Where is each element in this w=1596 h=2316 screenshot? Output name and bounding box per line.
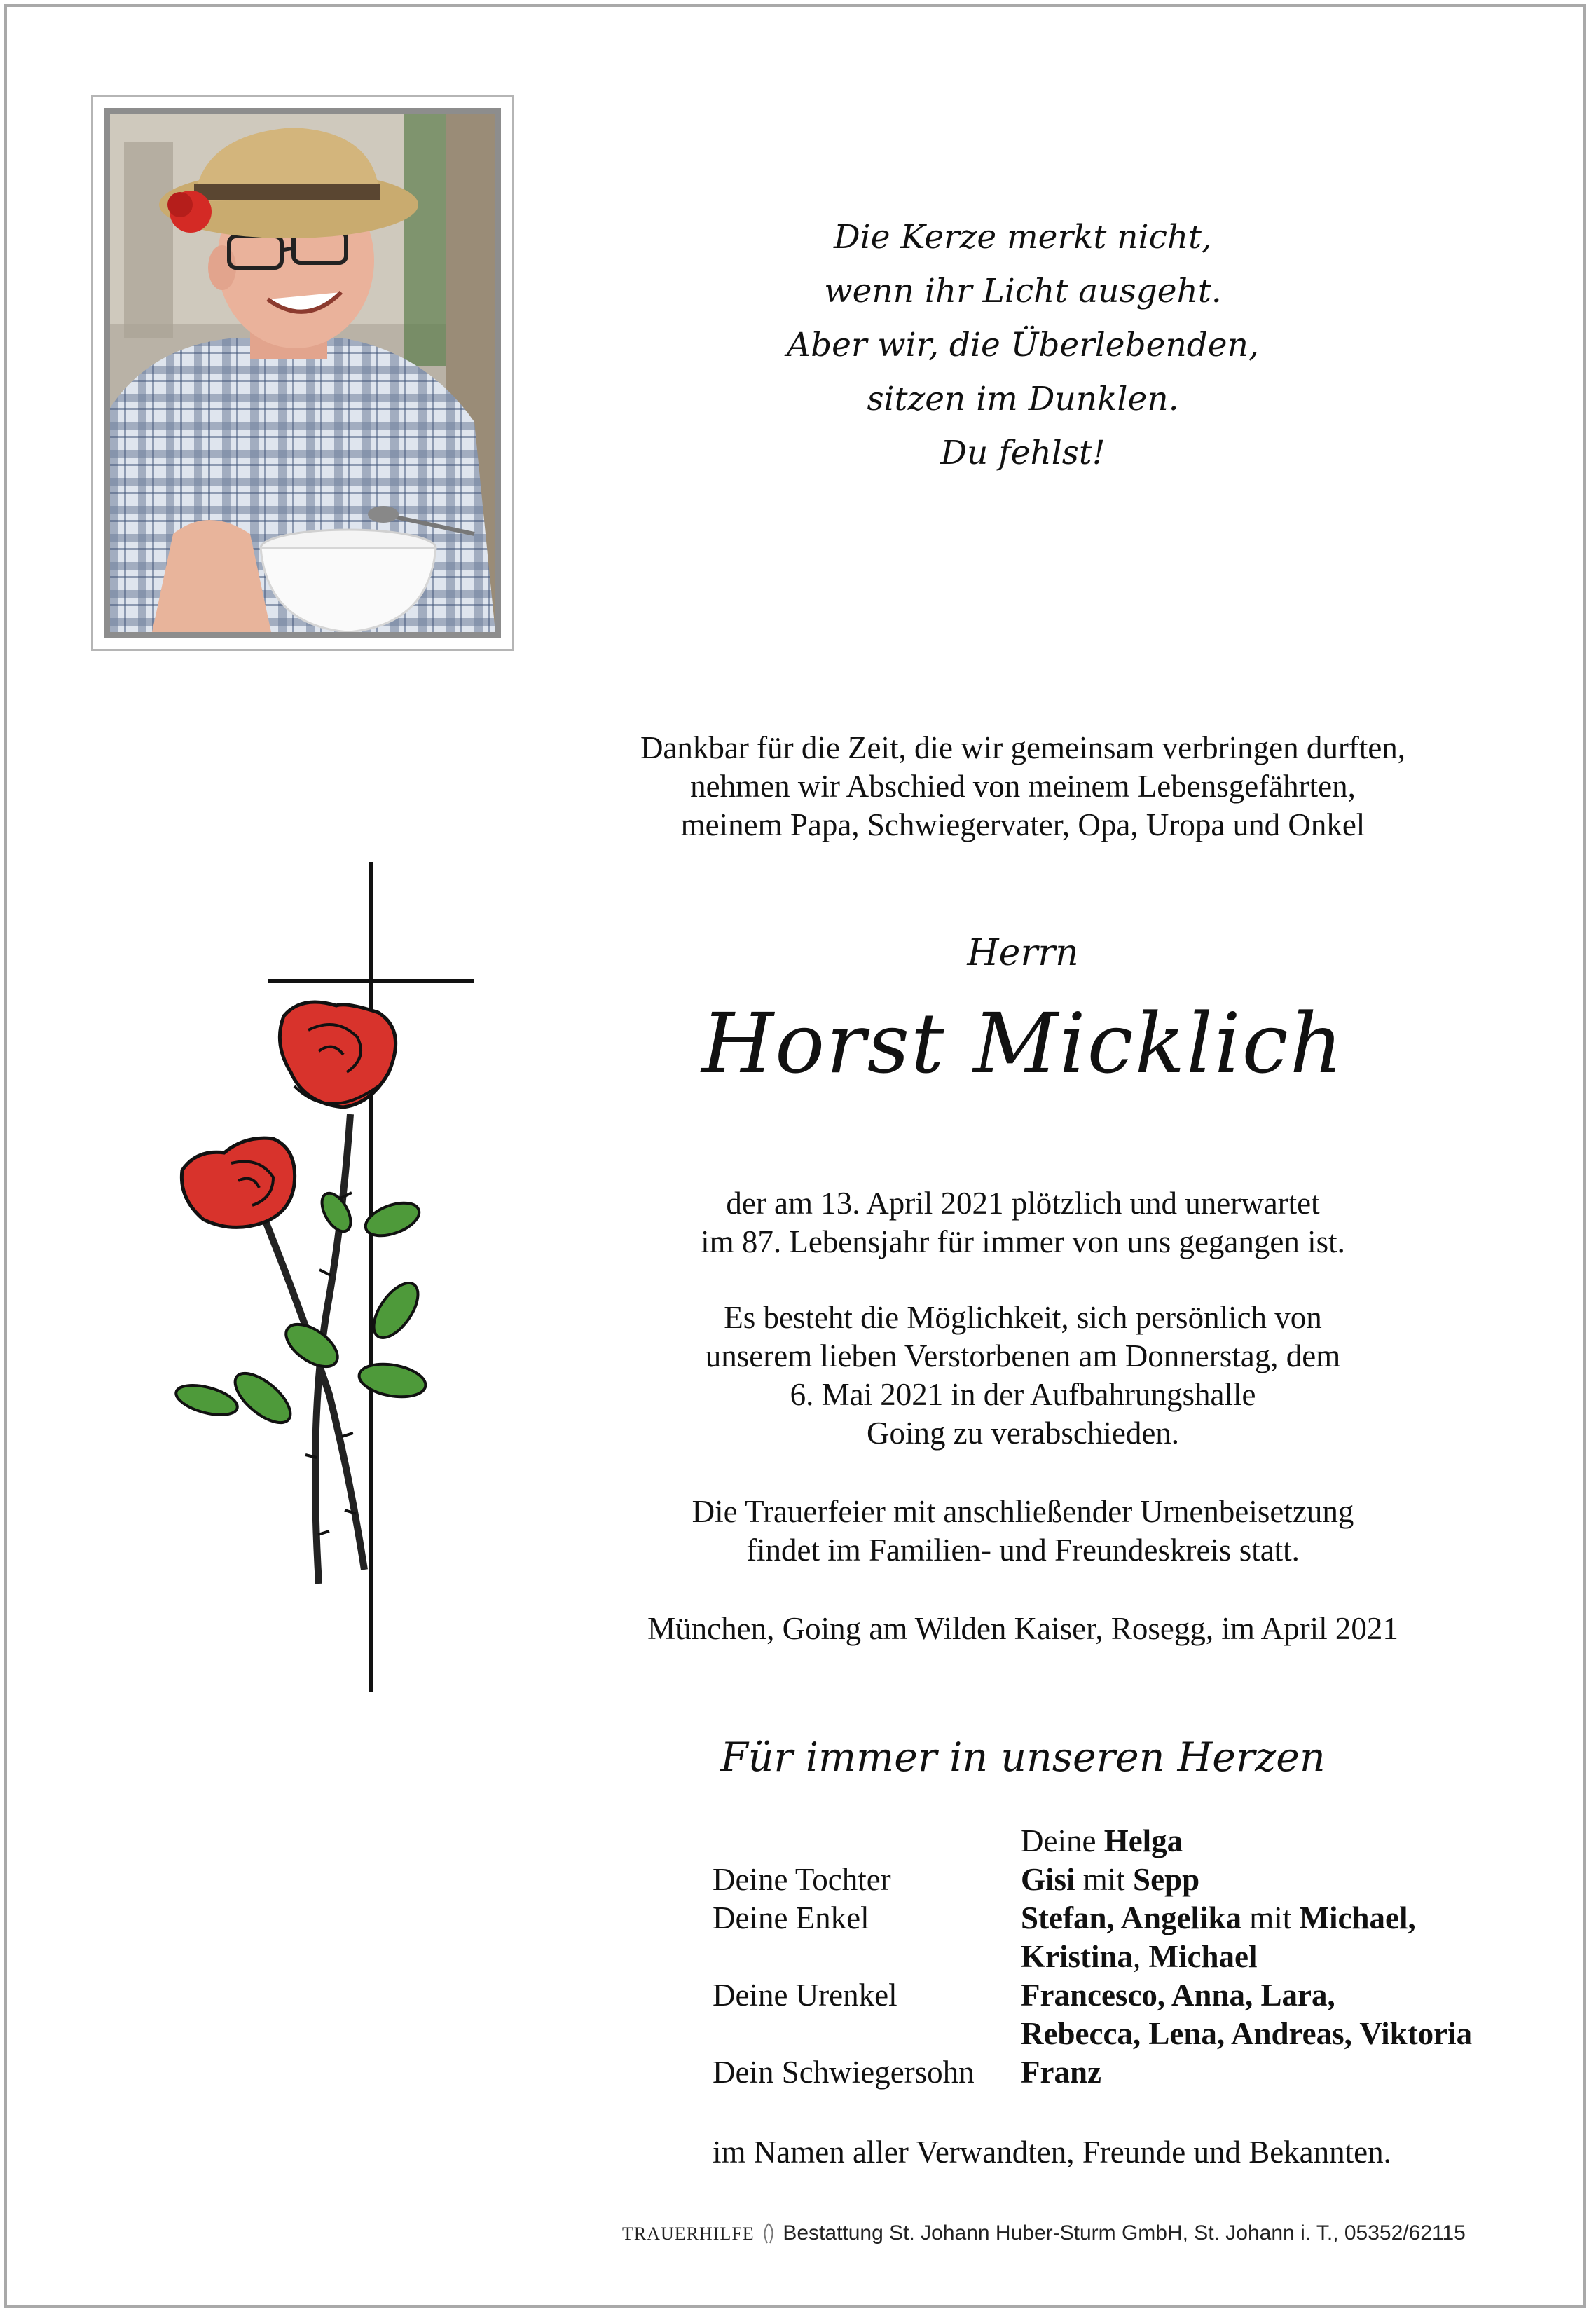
mourner-names: Rebecca, Lena, Andreas, Viktoria (1021, 2016, 1473, 2051)
mourner-names: Deine Helga (1021, 1823, 1183, 1858)
intro-line: nehmen wir Abschied von meinem Lebensgefährten, (690, 769, 1356, 804)
mourner-names: Francesco, Anna, Lara, (1021, 1978, 1335, 2013)
mourner-names: Kristina, Michael (1021, 1939, 1258, 1974)
mourner-names: Gisi mit Sepp (1021, 1862, 1200, 1897)
viewing-line: Es besteht die Möglichkeit, sich persönlich von (724, 1300, 1322, 1335)
place-date (582, 1610, 1464, 1648)
viewing-notice (582, 1299, 1464, 1453)
mourner-row (713, 1861, 1472, 1899)
intro-line: Dankbar für die Zeit, die wir gemeinsam verbringen durften, (640, 730, 1406, 765)
relation-label: Deine Enkel (713, 1900, 869, 1935)
mourner-row (713, 2015, 1472, 2053)
mourner-row (713, 1822, 1472, 1861)
footer (622, 2221, 1466, 2246)
ceremony-line: Die Trauerfeier mit anschließender Urnenbeisetzung (692, 1494, 1354, 1529)
viewing-line: Going zu verabschieden. (866, 1416, 1180, 1451)
poem-line: wenn ihr Licht ausgeht. (824, 272, 1222, 310)
relation-label (713, 2015, 1021, 2053)
motto: Für immer in unseren Herzen (720, 1734, 1326, 1781)
salutation: Herrn (967, 932, 1079, 974)
poem (673, 210, 1373, 480)
rose-left (181, 1138, 294, 1227)
death-notice (582, 1184, 1464, 1261)
ceremony-notice (582, 1493, 1464, 1570)
portrait-photo (104, 108, 501, 638)
mourner-row (713, 2053, 1472, 2092)
relation-label (713, 1822, 1021, 1861)
death-line: der am 13. April 2021 plötzlich und unerwartet (726, 1186, 1320, 1221)
poem-line: sitzen im Dunklen. (867, 380, 1179, 418)
mourner-names: Franz (1021, 2055, 1101, 2090)
mourner-row (713, 1899, 1472, 1938)
relation-label (713, 1938, 1021, 1976)
closing-line: im Namen aller Verwandten, Freunde und Bekannten. (713, 2135, 1391, 2170)
relation-label: Deine Urenkel (713, 1978, 897, 2013)
portrait-illustration (110, 114, 495, 632)
viewing-line: 6. Mai 2021 in der Aufbahrungshalle (790, 1377, 1256, 1412)
viewing-line: unserem lieben Verstorbenen am Donnerstag, dem (705, 1338, 1341, 1373)
poem-line: Die Kerze merkt nicht, (834, 218, 1212, 256)
intro-text (582, 729, 1464, 844)
footer-text: Bestattung St. Johann Huber-Sturm GmbH, St. Johann i. T., 05352/62115 (783, 2221, 1466, 2245)
footer-brand: TRAUERHILFE (622, 2224, 755, 2244)
relation-label: Dein Schwiegersohn (713, 2055, 975, 2090)
mourners-list (713, 1822, 1472, 2092)
poem-line: Aber wir, die Überlebenden, (787, 326, 1259, 364)
rose-top (280, 1002, 395, 1107)
mourner-row (713, 1938, 1472, 1976)
feather-icon (760, 2222, 777, 2246)
place-date-line: München, Going am Wilden Kaiser, Rosegg, im April 2021 (647, 1611, 1398, 1646)
deceased-name: Horst Micklich (701, 995, 1344, 1092)
death-line: im 87. Lebensjahr für immer von uns gegangen ist. (701, 1224, 1345, 1259)
ceremony-line: findet im Familien- und Freundeskreis statt. (746, 1533, 1300, 1568)
mourner-row (713, 1976, 1472, 2015)
portrait-frame (91, 95, 514, 651)
poem-line: Du fehlst! (940, 434, 1106, 472)
intro-line: meinem Papa, Schwiegervater, Opa, Uropa und Onkel (680, 807, 1365, 842)
cross-rose-illustration (168, 862, 490, 1703)
relation-label: Deine Tochter (713, 1862, 891, 1897)
mourner-names: Stefan, Angelika mit Michael, (1021, 1900, 1416, 1935)
